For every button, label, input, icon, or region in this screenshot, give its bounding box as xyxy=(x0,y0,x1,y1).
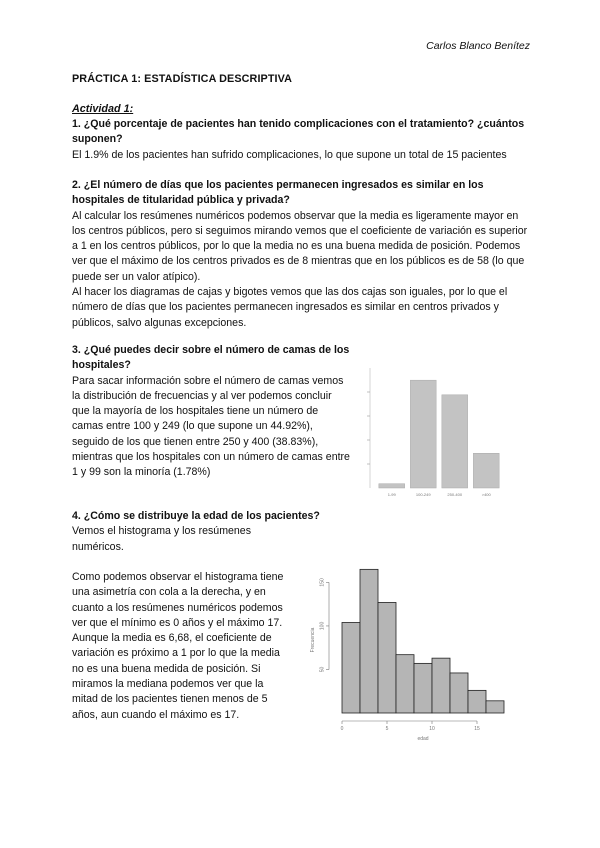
age-y-tick-label: 50 xyxy=(319,666,326,673)
age-histogram-bar xyxy=(378,602,396,713)
answer-1-text: El 1.9% de los pacientes han sufrido complicaciones, lo que supone un total de 15 pacientes xyxy=(72,148,507,161)
activity-heading: Actividad 1: xyxy=(72,103,134,115)
question-3-text: 3. ¿Qué puedes decir sobre el número de camas de los hospitales? xyxy=(72,344,350,372)
document-title: PRÁCTICA 1: ESTADÍSTICA DESCRIPTIVA xyxy=(72,73,293,85)
question-4-section xyxy=(72,509,532,555)
age-histogram-bar xyxy=(486,701,504,713)
age-x-axis-label: edad xyxy=(417,736,429,742)
question-2-section xyxy=(72,178,532,331)
age-histogram-bar xyxy=(468,690,486,713)
beds-bar xyxy=(442,395,468,488)
age-histogram-bar xyxy=(450,673,468,713)
answer-4-text: Como podemos observar el histograma tiene una asimetría con cola a la derecha, y en cuanto a los resúmenes numéricos podemos ver que el mínimo es 0 años y el máximo 17. Aunque la media es 6,68, el coeficiente de variación es próximo a 1 por lo que la media no es una buena medida de posición. Si miramos la mediana podemos ver que la mitad de los pacientes tienen menos de 5 años, aun cuando el máximo es 17. xyxy=(72,571,284,721)
beds-x-tick-label: 1-99 xyxy=(387,492,396,497)
age-histogram-bar xyxy=(360,569,378,713)
answer-2-paragraph-1: Al calcular los resúmenes numéricos podemos observar que la media es ligeramente mayor en los centros públicos, pero si seguimos mirando vemos que el coeficiente de variación es superior a 1 en los centros públicos, por lo que la media no es una buena medida de posición. Podemos ver que el máximo de los centros privados es de 8 mientras que en los públicos es de 58 (lo que puede ser un valor atípico). xyxy=(72,209,528,283)
beds-x-tick-label: 100-249 xyxy=(415,492,431,497)
age-x-tick-label: 10 xyxy=(429,726,435,732)
author-name: Carlos Blanco Benítez xyxy=(426,40,530,52)
age-histogram-bar xyxy=(432,658,450,713)
age-histogram xyxy=(306,560,514,745)
answer-3-text: Para sacar información sobre el número de camas vemos la distribución de frecuencias y al ver podemos concluir que la mayoría de los hospitales tiene un número de camas entre 100 y 249 (lo que supone un 44.92%), seguido de los que tienen entre 250 y 400 (38.83%), mientras que los hospitales con un número de camas entre 1 y 99 son la minoría (1.78%) xyxy=(72,374,350,479)
beds-x-tick-label: 250-400 xyxy=(447,492,463,497)
question-3-section xyxy=(72,343,352,481)
age-y-axis-label: Frecuencia xyxy=(310,627,316,653)
question-1-text: 1. ¿Qué porcentaje de pacientes han tenido complicaciones con el tratamiento? ¿cuántos suponen? xyxy=(72,118,525,146)
beds-bar xyxy=(473,453,499,488)
age-y-tick-label: 150 xyxy=(319,578,326,587)
beds-bar xyxy=(410,380,436,488)
beds-x-tick-label: >400 xyxy=(481,492,491,497)
age-histogram-bar xyxy=(414,663,432,713)
age-x-tick-label: 5 xyxy=(385,726,389,732)
answer-4-section xyxy=(72,570,287,723)
beds-bar-chart xyxy=(346,360,504,512)
beds-bar xyxy=(379,484,405,488)
answer-4-intro: Vemos el histograma y los resúmenes numéricos. xyxy=(72,525,251,553)
age-histogram-bar xyxy=(342,622,360,713)
question-1-section xyxy=(72,117,532,163)
age-histogram-bar xyxy=(396,655,414,713)
age-x-tick-label: 15 xyxy=(474,726,480,732)
age-x-tick-label: 0 xyxy=(340,726,344,732)
answer-2-paragraph-2: Al hacer los diagramas de cajas y bigotes vemos que las dos cajas son iguales, por lo que el número de días que los pacientes permanecen ingresados es similar en centros privados y públicos, salvo algunas excepciones. xyxy=(72,286,508,329)
age-y-tick-label: 100 xyxy=(319,621,326,631)
question-2-text: 2. ¿El número de días que los pacientes permanecen ingresados es similar en los hospitales de titularidad pública y privada? xyxy=(72,179,484,207)
question-4-text: 4. ¿Cómo se distribuye la edad de los pacientes? xyxy=(72,510,320,522)
